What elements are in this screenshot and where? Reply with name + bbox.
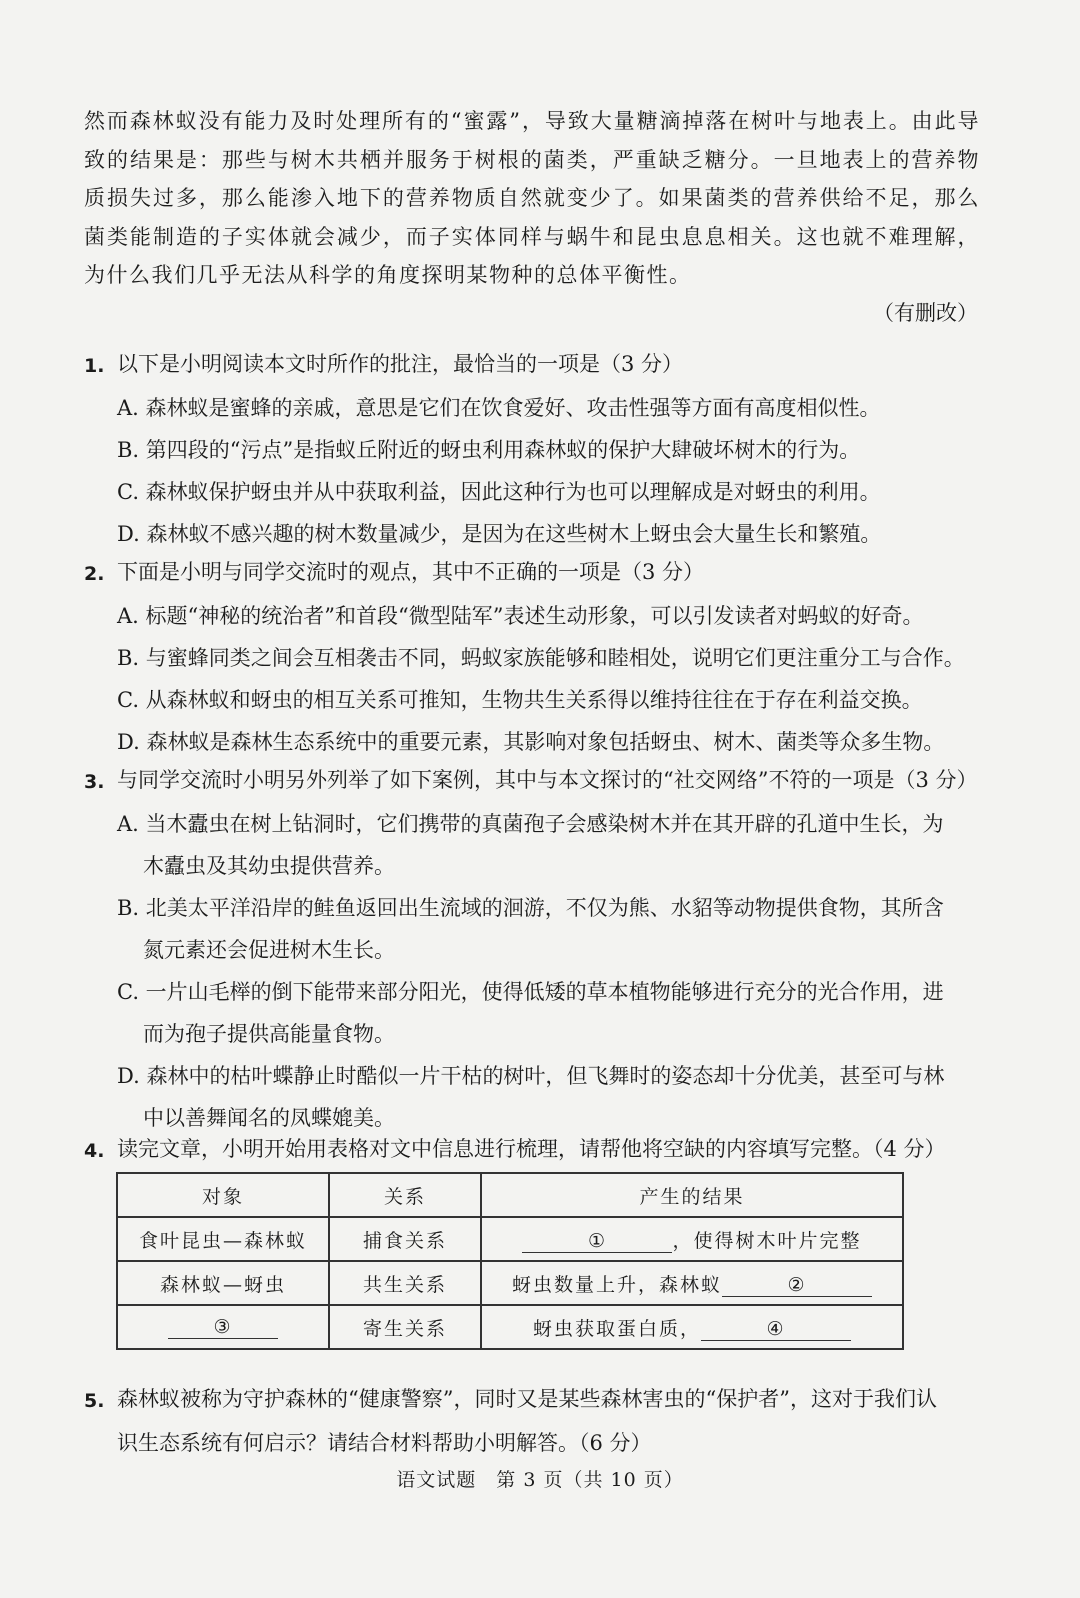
question-3 bbox=[84, 759, 984, 1139]
option-line-2: 木蠹虫及其幼虫提供营养。 bbox=[143, 854, 395, 878]
info-table bbox=[116, 1172, 904, 1350]
table-header: 对象 bbox=[117, 1173, 329, 1217]
option-c: C. 森林蚁保护蚜虫并从中获取利益，因此这种行为也可以理解成是对蚜虫的利用。 bbox=[117, 480, 881, 504]
question-1 bbox=[84, 343, 984, 555]
option-line-2: 中以善舞闻名的凤蝶媲美。 bbox=[143, 1106, 395, 1130]
table-cell bbox=[481, 1261, 903, 1305]
page-footer: 语文试题 第 3 页（共 10 页） bbox=[396, 1469, 684, 1491]
option-a bbox=[117, 803, 984, 887]
table-cell bbox=[481, 1217, 903, 1261]
table-row bbox=[117, 1261, 903, 1305]
option-c: C. 从森林蚁和蚜虫的相互关系可推知，生物共生关系得以维持往往在于存在利益交换。 bbox=[117, 688, 923, 712]
table-cell bbox=[481, 1305, 903, 1349]
question-2 bbox=[84, 551, 984, 763]
option-line-1: A. 当木蠹虫在树上钻洞时，它们携带的真菌孢子会感染树木并在其开辟的孔道中生长，为 bbox=[117, 812, 944, 836]
option-a: A. 标题“神秘的统治者”和首段“微型陆军”表述生动形象，可以引发读者对蚂蚁的好奇。 bbox=[117, 604, 924, 628]
option-b: B. 与蜜蜂同类之间会互相袭击不同，蚂蚁家族能够和睦相处，说明它们更注重分工与合作。 bbox=[117, 646, 965, 670]
option-b bbox=[117, 887, 984, 971]
cell-text: ，使得树木叶片完整 bbox=[672, 1229, 862, 1252]
answer-blank-2[interactable]: ② bbox=[722, 1274, 872, 1297]
question-stem: 与同学交流时小明另外列举了如下案例，其中与本文探讨的“社交网络”不符的一项是（3 分） bbox=[117, 768, 978, 792]
table-cell: 森林蚁—蚜虫 bbox=[117, 1261, 329, 1305]
question-number: 4. bbox=[84, 1140, 105, 1162]
option-b: B. 第四段的“污点”是指蚁丘附近的蚜虫利用森林蚁的保护大肆破坏树木的行为。 bbox=[117, 438, 861, 462]
question-5 bbox=[84, 1378, 984, 1464]
option-d bbox=[117, 1055, 984, 1139]
table-cell bbox=[117, 1305, 329, 1349]
table-cell: 食叶昆虫—森林蚁 bbox=[117, 1217, 329, 1261]
table-row bbox=[117, 1217, 903, 1261]
question-4 bbox=[84, 1128, 984, 1172]
option-line-1: D. 森林中的枯叶蝶静止时酷似一片干枯的树叶，但飞舞时的姿态却十分优美，甚至可与林 bbox=[117, 1064, 945, 1088]
option-line-1: B. 北美太平洋沿岸的鲑鱼返回出生流域的洄游，不仅为熊、水貂等动物提供食物，其所含 bbox=[117, 896, 944, 920]
option-line-2: 而为孢子提供高能量食物。 bbox=[143, 1022, 395, 1046]
cell-text: 蚜虫数量上升，森林蚁 bbox=[511, 1273, 722, 1296]
table-row bbox=[117, 1305, 903, 1349]
table-cell: 寄生关系 bbox=[329, 1305, 481, 1349]
question-number: 1. bbox=[84, 355, 105, 377]
question-stem-line-1: 森林蚁被称为守护森林的“健康警察”，同时又是某些森林害虫的“保护者”，这对于我们认 bbox=[117, 1387, 937, 1411]
table-header: 产生的结果 bbox=[481, 1173, 903, 1217]
answer-blank-3[interactable]: ③ bbox=[168, 1316, 278, 1339]
answer-blank-4[interactable]: ④ bbox=[701, 1318, 851, 1341]
question-stem: 读完文章，小明开始用表格对文中信息进行梳理，请帮他将空缺的内容填写完整。（4 分） bbox=[117, 1137, 946, 1161]
question-stem-line-2: 识生态系统有何启示？请结合材料帮助小明解答。（6 分） bbox=[117, 1431, 652, 1455]
table-cell: 捕食关系 bbox=[329, 1217, 481, 1261]
option-d: D. 森林蚁是森林生态系统中的重要元素，其影响对象包括蚜虫、树木、菌类等众多生物。 bbox=[117, 730, 945, 754]
table-header-row bbox=[117, 1173, 903, 1217]
option-line-2: 氮元素还会促进树木生长。 bbox=[143, 938, 395, 962]
cell-text: 蚜虫获取蛋白质， bbox=[532, 1317, 701, 1340]
table-cell: 共生关系 bbox=[329, 1261, 481, 1305]
reading-passage: 然而森林蚁没有能力及时处理所有的“蜜露”，导致大量糖滴掉落在树叶与地表上。由此导致的结果是：那些与树木共栖并服务于树根的菌类，严重缺乏糖分。一旦地表上的营养物质损失过多，那么能渗入地下的营养物质自然就变少了。如果菌类的营养供给不足，那么菌类能制造的子实体就会减少，而子实体同样与蜗牛和昆虫息息相关。这也就不难理解，为什么我们几乎无法从科学的角度探明某物种的总体平衡性。 bbox=[84, 109, 980, 287]
question-stem: 下面是小明与同学交流时的观点，其中不正确的一项是（3 分） bbox=[117, 560, 705, 584]
source-note: （有删改） bbox=[873, 301, 978, 325]
table-header: 关系 bbox=[329, 1173, 481, 1217]
question-number: 5. bbox=[84, 1390, 105, 1412]
option-d: D. 森林蚁不感兴趣的树木数量减少，是因为在这些树木上蚜虫会大量生长和繁殖。 bbox=[117, 522, 882, 546]
option-line-1: C. 一片山毛榉的倒下能带来部分阳光，使得低矮的草本植物能够进行充分的光合作用，进 bbox=[117, 980, 944, 1004]
answer-blank-1[interactable]: ① bbox=[522, 1230, 672, 1253]
question-stem: 以下是小明阅读本文时所作的批注，最恰当的一项是（3 分） bbox=[117, 352, 684, 376]
question-number: 2. bbox=[84, 563, 105, 585]
option-c bbox=[117, 971, 984, 1055]
option-a: A. 森林蚁是蜜蜂的亲戚，意思是它们在饮食爱好、攻击性强等方面有高度相似性。 bbox=[117, 396, 881, 420]
question-number: 3. bbox=[84, 771, 105, 793]
